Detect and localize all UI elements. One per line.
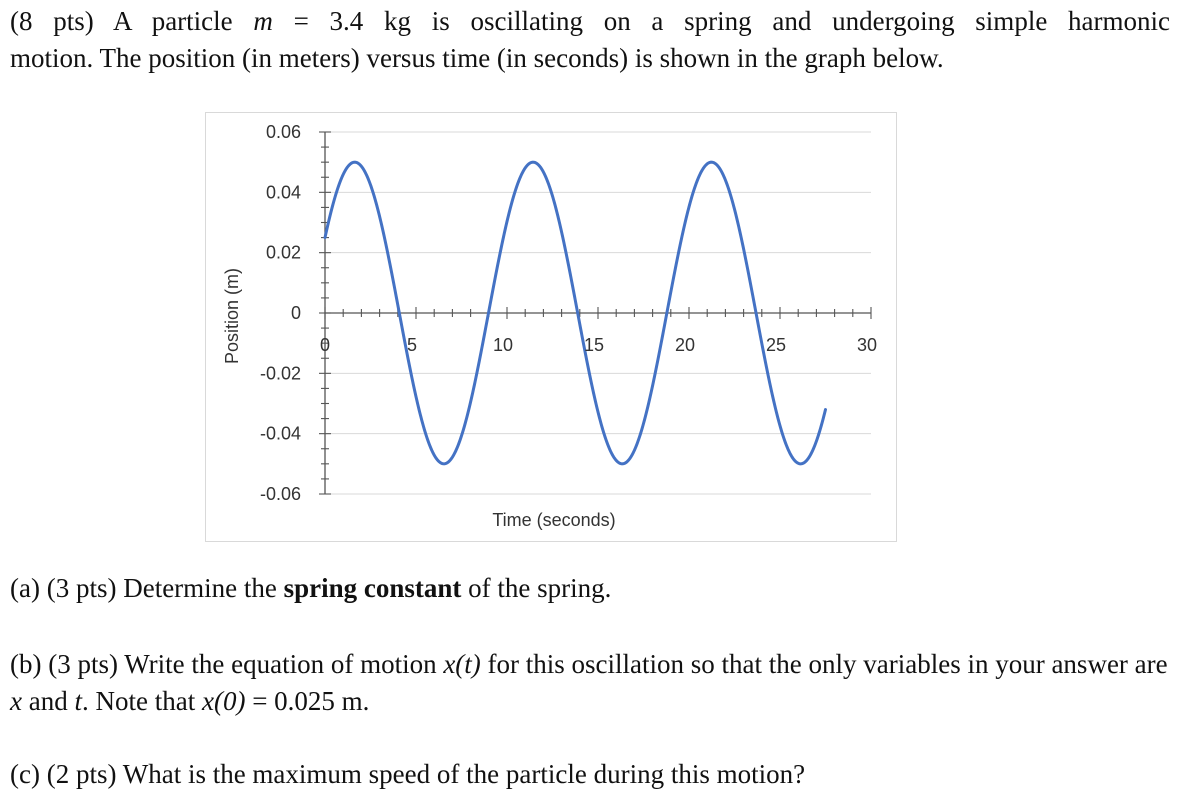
intro-text-line2: motion. The position (in meters) versus time (in seconds) is shown in the graph below. — [10, 43, 944, 73]
y-axis-title: Position (m) — [222, 267, 242, 365]
mass-variable: m — [253, 6, 273, 36]
question-b — [10, 646, 1170, 720]
x-axis-title: Time (seconds) — [492, 510, 616, 530]
y-tick-label: 0 — [290, 303, 301, 323]
question-c: (c) (2 pts) What is the maximum speed of the particle during this motion? — [10, 759, 806, 789]
x-tick-label: 25 — [765, 335, 787, 355]
x-tick-label: 0 — [319, 335, 331, 355]
x-tick-label: 10 — [492, 335, 514, 355]
question-b-x0: x(0) — [201, 686, 246, 716]
question-b-text-3: and — [21, 686, 75, 716]
intro-text-b: = 3.4 kg is oscillating on a spring and undergoing simple harmonic — [272, 6, 1170, 36]
chart-svg — [206, 113, 896, 541]
question-b-text-2: for this oscillation so that the only variables in your answer are — [480, 649, 1168, 679]
x-tick-label: 5 — [406, 335, 418, 355]
y-tick-label: -0.02 — [259, 363, 301, 384]
question-b-text-1: (b) (3 pts) Write the equation of motion — [10, 649, 444, 679]
intro-text-a: (8 pts) A particle — [10, 6, 254, 36]
question-a-prefix: (a) (3 pts) Determine the — [10, 573, 284, 603]
question-a-suffix: of the spring. — [461, 573, 612, 603]
position-time-chart — [205, 112, 897, 542]
question-b-text-4: . Note that — [81, 686, 202, 716]
y-tick-label: 0.02 — [265, 242, 301, 263]
y-tick-label: 0.04 — [265, 182, 301, 203]
x-tick-label: 30 — [856, 335, 878, 355]
question-b-text-5: = 0.025 m. — [245, 686, 370, 716]
x-tick-label: 15 — [583, 335, 605, 355]
x-tick-label: 20 — [674, 335, 696, 355]
question-b-xt: x(t) — [443, 649, 481, 679]
question-b-t: t — [74, 686, 82, 716]
y-tick-label: -0.04 — [259, 423, 301, 444]
question-a-emphasis: spring constant — [283, 573, 462, 603]
question-a — [10, 570, 1170, 607]
question-b-x: x — [10, 686, 22, 716]
y-tick-label: 0.06 — [265, 122, 301, 142]
y-tick-label: -0.06 — [259, 484, 301, 504]
problem-statement — [10, 3, 1170, 77]
